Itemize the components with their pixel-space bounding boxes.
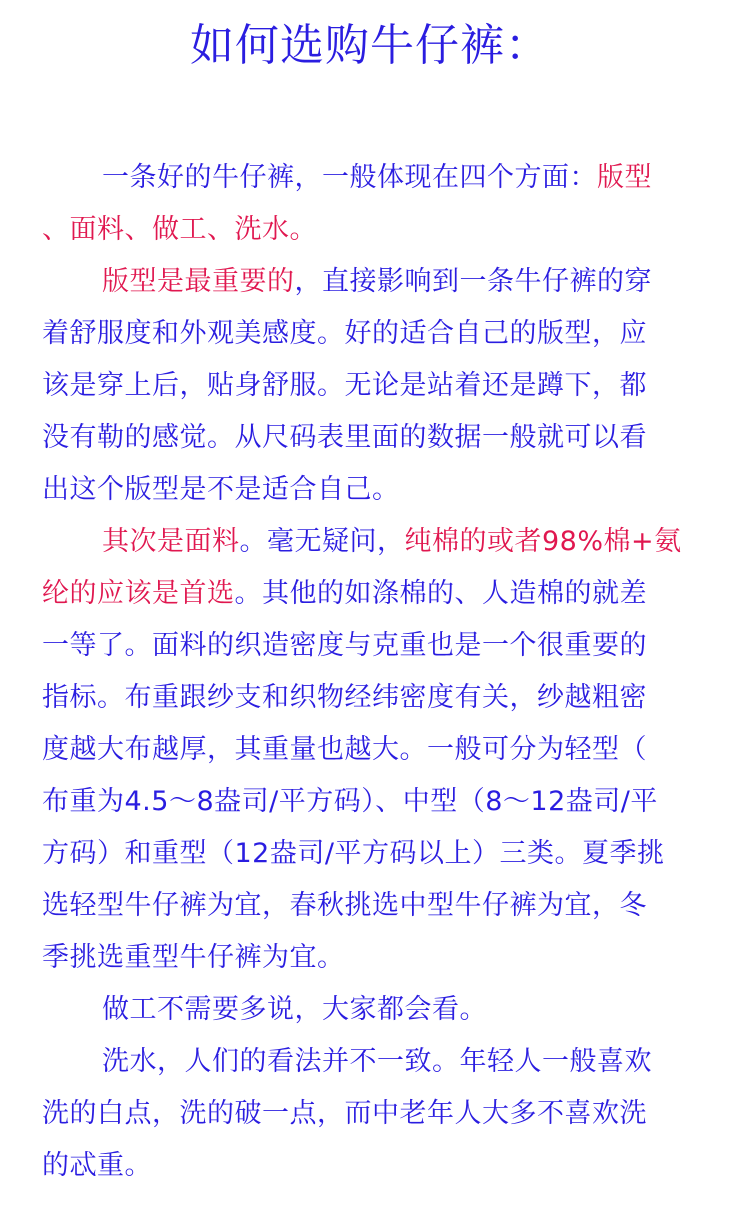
paragraph-3-line-6: 布重为4.5～8盎司/平方码）、中型（8～12盎司/平: [42, 786, 658, 817]
paragraph-2-line-2: 着舒服度和外观美感度。好的适合自己的版型，应: [42, 318, 647, 349]
page-title: 如何选购牛仔裤：: [190, 20, 550, 71]
highlight-span: 版型: [597, 162, 652, 193]
highlight-span: 纯棉的或者98%棉+氨: [404, 526, 682, 557]
paragraph-2-line-5: 出这个版型是不是适合自己。: [42, 474, 400, 505]
paragraph-3-line-7: 方码）和重型（12盎司/平方码以上）三类。夏季挑: [42, 838, 665, 869]
paragraph-5-line-3: 的忒重。: [42, 1150, 152, 1181]
paragraph-3-line-4: 指标。布重跟纱支和织物经纬密度有关，纱越粗密: [42, 682, 647, 713]
text-span: 。毫无疑问，: [239, 526, 405, 557]
text-span: ，直接影响到一条牛仔裤的穿: [294, 266, 652, 297]
paragraph-5-line-2: 洗的白点，洗的破一点，而中老年人大多不喜欢洗: [42, 1098, 647, 1129]
highlight-span: 纶的应该是首选: [42, 578, 235, 609]
highlight-span: 其次是面料: [102, 526, 240, 557]
paragraph-2-line-4: 没有勒的感觉。从尺码表里面的数据一般就可以看: [42, 422, 647, 453]
paragraph-1-line-2: 、面料、做工、洗水。: [42, 214, 317, 245]
paragraph-5-line-1: 洗水，人们的看法并不一致。年轻人一般喜欢: [102, 1046, 652, 1077]
paragraph-3-line-5: 度越大布越厚，其重量也越大。一般可分为轻型（: [42, 734, 647, 765]
article-body: [42, 152, 714, 1192]
paragraph-3-line-9: 季挑选重型牛仔裤为宜。: [42, 942, 345, 973]
paragraph-3-line-1: [42, 516, 714, 568]
paragraph-4-line-1: 做工不需要多说，大家都会看。: [102, 994, 487, 1025]
paragraph-1-line-1: [42, 152, 714, 204]
highlight-span: 版型是最重要的: [102, 266, 295, 297]
paragraph-3-line-2: [42, 568, 714, 620]
text-span: 。其他的如涤棉的、人造棉的就差: [234, 578, 647, 609]
paragraph-2-line-3: 该是穿上后，贴身舒服。无论是站着还是蹲下，都: [42, 370, 647, 401]
paragraph-3-line-8: 选轻型牛仔裤为宜，春秋挑选中型牛仔裤为宜，冬: [42, 890, 647, 921]
text-span: 一条好的牛仔裤，一般体现在四个方面：: [102, 162, 597, 193]
paragraph-2-line-1: [42, 256, 714, 308]
paragraph-3-line-3: 一等了。面料的织造密度与克重也是一个很重要的: [42, 630, 647, 661]
